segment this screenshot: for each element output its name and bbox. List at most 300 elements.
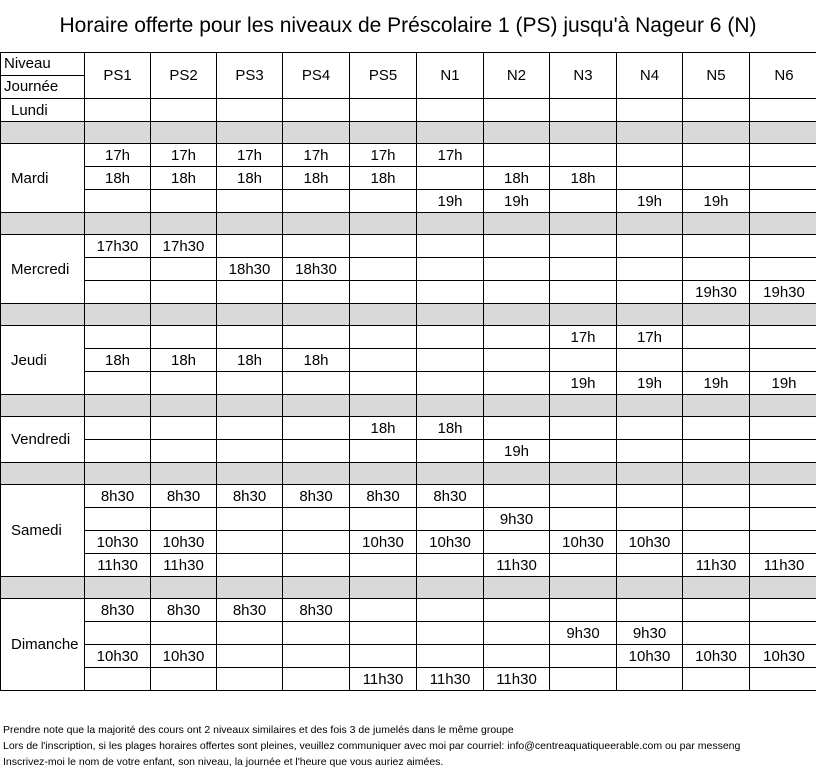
separator-cell: [85, 213, 151, 235]
table-row: [1, 417, 816, 440]
time-cell: [350, 349, 417, 372]
day-label: Lundi: [1, 99, 85, 122]
time-cell: 8h30: [151, 485, 217, 508]
time-cell: [683, 508, 750, 531]
table-row: [1, 235, 816, 258]
level-header: N6: [750, 53, 816, 99]
time-cell: [283, 281, 350, 304]
time-cell: [217, 554, 283, 577]
time-cell: [151, 622, 217, 645]
time-cell: [283, 645, 350, 668]
separator-cell: [683, 122, 750, 144]
time-cell: [617, 99, 683, 122]
time-cell: [750, 622, 816, 645]
separator-cell: [283, 463, 350, 485]
note-line: Prendre note que la majorité des cours ont 2 niveaux similaires et des fois 3 de jumelés dans le même groupe: [3, 724, 514, 736]
time-cell: 18h: [217, 167, 283, 190]
table-row: [1, 599, 816, 622]
time-cell: [484, 99, 550, 122]
separator-cell: [350, 395, 417, 417]
time-cell: 10h30: [617, 645, 683, 668]
table-row: [1, 440, 816, 463]
time-cell: 17h: [217, 144, 283, 167]
table-row: [1, 258, 816, 281]
separator-row: [1, 213, 816, 235]
time-cell: [683, 144, 750, 167]
schedule-table: [0, 52, 816, 691]
time-cell: [750, 599, 816, 622]
level-header: N1: [417, 53, 484, 99]
time-cell: [617, 485, 683, 508]
separator-cell: [617, 213, 683, 235]
separator-cell: [151, 213, 217, 235]
time-cell: 10h30: [151, 645, 217, 668]
time-cell: [217, 99, 283, 122]
separator-cell: [85, 304, 151, 326]
time-cell: [85, 190, 151, 213]
separator-cell: [350, 463, 417, 485]
separator-cell: [217, 463, 283, 485]
time-cell: [217, 622, 283, 645]
time-cell: [750, 326, 816, 349]
time-cell: [151, 99, 217, 122]
time-cell: [217, 440, 283, 463]
time-cell: [617, 144, 683, 167]
time-cell: [683, 349, 750, 372]
separator-cell: [1, 213, 85, 235]
time-cell: [484, 372, 550, 395]
time-cell: [417, 508, 484, 531]
corner-cell: [1, 53, 85, 99]
time-cell: [617, 281, 683, 304]
separator-cell: [683, 395, 750, 417]
time-cell: 17h: [283, 144, 350, 167]
time-cell: [217, 668, 283, 691]
table-row: [1, 645, 816, 668]
time-cell: 8h30: [85, 485, 151, 508]
time-cell: [550, 235, 617, 258]
time-cell: [151, 326, 217, 349]
time-cell: [283, 440, 350, 463]
time-cell: [217, 417, 283, 440]
time-cell: [550, 99, 617, 122]
time-cell: 18h: [283, 167, 350, 190]
time-cell: [350, 622, 417, 645]
separator-cell: [683, 213, 750, 235]
time-cell: 17h: [617, 326, 683, 349]
separator-cell: [1, 463, 85, 485]
time-cell: [550, 440, 617, 463]
time-cell: 18h: [151, 167, 217, 190]
time-cell: [750, 167, 816, 190]
separator-cell: [1, 577, 85, 599]
separator-cell: [484, 577, 550, 599]
time-cell: 8h30: [85, 599, 151, 622]
table-row: [1, 281, 816, 304]
time-cell: [417, 599, 484, 622]
day-label: Jeudi: [1, 326, 85, 395]
time-cell: [550, 349, 617, 372]
time-cell: [217, 281, 283, 304]
level-header: PS2: [151, 53, 217, 99]
level-header: N5: [683, 53, 750, 99]
time-cell: 10h30: [750, 645, 816, 668]
time-cell: [283, 326, 350, 349]
level-header: PS4: [283, 53, 350, 99]
separator-cell: [283, 395, 350, 417]
separator-cell: [550, 304, 617, 326]
separator-row: [1, 122, 816, 144]
time-cell: 8h30: [151, 599, 217, 622]
table-row: [1, 508, 816, 531]
separator-cell: [550, 213, 617, 235]
day-label: Mardi: [1, 144, 85, 213]
time-cell: [550, 599, 617, 622]
time-cell: [550, 668, 617, 691]
time-cell: [85, 281, 151, 304]
separator-cell: [151, 463, 217, 485]
time-cell: [550, 281, 617, 304]
time-cell: [750, 417, 816, 440]
time-cell: [550, 144, 617, 167]
time-cell: [550, 554, 617, 577]
time-cell: [217, 645, 283, 668]
separator-cell: [417, 577, 484, 599]
separator-cell: [550, 577, 617, 599]
time-cell: [484, 599, 550, 622]
time-cell: [750, 349, 816, 372]
time-cell: [350, 281, 417, 304]
time-cell: [85, 258, 151, 281]
time-cell: [550, 645, 617, 668]
separator-cell: [1, 395, 85, 417]
separator-cell: [750, 395, 816, 417]
time-cell: 19h: [683, 372, 750, 395]
day-label: Vendredi: [1, 417, 85, 463]
time-cell: [350, 554, 417, 577]
time-cell: [350, 645, 417, 668]
separator-cell: [617, 577, 683, 599]
time-cell: 18h: [217, 349, 283, 372]
time-cell: [151, 668, 217, 691]
separator-row: [1, 304, 816, 326]
time-cell: [484, 144, 550, 167]
time-cell: 10h30: [85, 531, 151, 554]
separator-cell: [750, 463, 816, 485]
time-cell: [85, 440, 151, 463]
time-cell: [151, 281, 217, 304]
time-cell: [683, 599, 750, 622]
time-cell: [283, 668, 350, 691]
time-cell: 18h: [350, 167, 417, 190]
page-title: Horaire offerte pour les niveaux de Préscolaire 1 (PS) jusqu'à Nageur 6 (N): [59, 14, 757, 37]
time-cell: [283, 372, 350, 395]
time-cell: [417, 167, 484, 190]
time-cell: [683, 531, 750, 554]
time-cell: [683, 622, 750, 645]
time-cell: 8h30: [283, 599, 350, 622]
separator-cell: [85, 395, 151, 417]
time-cell: 11h30: [484, 554, 550, 577]
time-cell: [350, 599, 417, 622]
table-row: [1, 326, 816, 349]
time-cell: 18h: [151, 349, 217, 372]
time-cell: [283, 531, 350, 554]
separator-cell: [217, 577, 283, 599]
separator-cell: [617, 463, 683, 485]
separator-cell: [283, 304, 350, 326]
time-cell: 10h30: [550, 531, 617, 554]
time-cell: 8h30: [217, 485, 283, 508]
time-cell: 19h30: [750, 281, 816, 304]
time-cell: 18h30: [283, 258, 350, 281]
time-cell: [283, 554, 350, 577]
day-axis-label: Journée: [4, 78, 59, 95]
time-cell: 17h30: [151, 235, 217, 258]
time-cell: [617, 417, 683, 440]
time-cell: 11h30: [750, 554, 816, 577]
time-cell: [417, 99, 484, 122]
time-cell: [550, 417, 617, 440]
time-cell: [550, 190, 617, 213]
separator-cell: [1, 122, 85, 144]
time-cell: [417, 645, 484, 668]
time-cell: [417, 235, 484, 258]
time-cell: [617, 167, 683, 190]
time-cell: [484, 417, 550, 440]
time-cell: 19h: [683, 190, 750, 213]
time-cell: [683, 668, 750, 691]
separator-cell: [484, 213, 550, 235]
time-cell: [484, 485, 550, 508]
time-cell: [85, 508, 151, 531]
level-axis-label: Niveau: [1, 53, 84, 76]
separator-cell: [350, 577, 417, 599]
table-row: [1, 531, 816, 554]
time-cell: [350, 326, 417, 349]
time-cell: [750, 190, 816, 213]
separator-cell: [283, 577, 350, 599]
separator-cell: [750, 304, 816, 326]
time-cell: 18h: [85, 167, 151, 190]
time-cell: [217, 235, 283, 258]
separator-cell: [750, 213, 816, 235]
schedule-body: [1, 53, 816, 691]
time-cell: [283, 508, 350, 531]
time-cell: [550, 485, 617, 508]
time-cell: 18h: [484, 167, 550, 190]
time-cell: [283, 235, 350, 258]
time-cell: [417, 349, 484, 372]
time-cell: 19h: [617, 372, 683, 395]
time-cell: 18h30: [217, 258, 283, 281]
time-cell: [750, 258, 816, 281]
separator-cell: [617, 304, 683, 326]
separator-cell: [217, 122, 283, 144]
time-cell: 17h: [151, 144, 217, 167]
time-cell: [750, 485, 816, 508]
time-cell: [484, 349, 550, 372]
time-cell: [484, 281, 550, 304]
time-cell: [617, 349, 683, 372]
day-label: Mercredi: [1, 235, 85, 304]
table-row: [1, 167, 816, 190]
time-cell: 19h: [617, 190, 683, 213]
time-cell: [683, 417, 750, 440]
time-cell: 19h: [484, 440, 550, 463]
time-cell: [750, 668, 816, 691]
time-cell: 17h30: [85, 235, 151, 258]
time-cell: 11h30: [417, 668, 484, 691]
time-cell: [750, 235, 816, 258]
separator-cell: [550, 463, 617, 485]
time-cell: [484, 531, 550, 554]
time-cell: 9h30: [484, 508, 550, 531]
table-row: [1, 622, 816, 645]
time-cell: [484, 622, 550, 645]
time-cell: [617, 599, 683, 622]
table-row: [1, 554, 816, 577]
time-cell: [750, 440, 816, 463]
time-cell: 8h30: [217, 599, 283, 622]
level-header: PS1: [85, 53, 151, 99]
separator-cell: [283, 122, 350, 144]
time-cell: [750, 531, 816, 554]
time-cell: [85, 417, 151, 440]
note-line: Inscrivez-moi le nom de votre enfant, son niveau, la journée et l'heure que vous auriez aimées.: [3, 756, 444, 768]
time-cell: [417, 372, 484, 395]
table-row: [1, 485, 816, 508]
time-cell: [283, 190, 350, 213]
time-cell: [617, 508, 683, 531]
separator-cell: [350, 304, 417, 326]
separator-cell: [283, 213, 350, 235]
time-cell: [283, 417, 350, 440]
time-cell: [750, 99, 816, 122]
separator-cell: [1, 304, 85, 326]
time-cell: 18h: [283, 349, 350, 372]
time-cell: 18h: [417, 417, 484, 440]
day-label: Samedi: [1, 485, 85, 577]
time-cell: 10h30: [617, 531, 683, 554]
separator-cell: [484, 463, 550, 485]
time-cell: [417, 622, 484, 645]
time-cell: [617, 258, 683, 281]
separator-cell: [417, 213, 484, 235]
separator-cell: [217, 304, 283, 326]
level-header: N4: [617, 53, 683, 99]
time-cell: 11h30: [683, 554, 750, 577]
separator-cell: [350, 122, 417, 144]
time-cell: [683, 258, 750, 281]
separator-cell: [85, 463, 151, 485]
level-header: PS5: [350, 53, 417, 99]
separator-cell: [683, 463, 750, 485]
time-cell: 10h30: [151, 531, 217, 554]
separator-cell: [85, 122, 151, 144]
time-cell: [85, 99, 151, 122]
time-cell: [683, 167, 750, 190]
separator-row: [1, 463, 816, 485]
time-cell: [617, 554, 683, 577]
time-cell: [85, 622, 151, 645]
time-cell: [617, 668, 683, 691]
time-cell: 11h30: [85, 554, 151, 577]
time-cell: [683, 485, 750, 508]
time-cell: [85, 668, 151, 691]
separator-cell: [151, 395, 217, 417]
level-header: N2: [484, 53, 550, 99]
table-row: [1, 99, 816, 122]
time-cell: 11h30: [151, 554, 217, 577]
separator-cell: [750, 577, 816, 599]
separator-row: [1, 395, 816, 417]
time-cell: [683, 235, 750, 258]
time-cell: [417, 440, 484, 463]
time-cell: [151, 190, 217, 213]
time-cell: [484, 235, 550, 258]
table-row: [1, 190, 816, 213]
level-header: PS3: [217, 53, 283, 99]
time-cell: [217, 508, 283, 531]
time-cell: 17h: [85, 144, 151, 167]
time-cell: 10h30: [350, 531, 417, 554]
time-cell: [217, 326, 283, 349]
time-cell: [283, 622, 350, 645]
time-cell: [350, 372, 417, 395]
time-cell: [617, 440, 683, 463]
time-cell: [151, 508, 217, 531]
time-cell: 19h: [750, 372, 816, 395]
separator-cell: [750, 122, 816, 144]
time-cell: [750, 144, 816, 167]
time-cell: [85, 372, 151, 395]
notes: [0, 722, 816, 770]
time-cell: [350, 440, 417, 463]
table-row: [1, 144, 816, 167]
time-cell: [151, 372, 217, 395]
time-cell: [151, 440, 217, 463]
time-cell: 18h: [85, 349, 151, 372]
time-cell: [683, 326, 750, 349]
time-cell: 9h30: [550, 622, 617, 645]
time-cell: [151, 258, 217, 281]
time-cell: [550, 258, 617, 281]
time-cell: 11h30: [350, 668, 417, 691]
time-cell: 8h30: [417, 485, 484, 508]
separator-cell: [617, 395, 683, 417]
time-cell: [350, 508, 417, 531]
time-cell: [750, 508, 816, 531]
table-row: [1, 668, 816, 691]
time-cell: [484, 326, 550, 349]
time-cell: [683, 440, 750, 463]
separator-cell: [484, 395, 550, 417]
separator-cell: [617, 122, 683, 144]
time-cell: 10h30: [85, 645, 151, 668]
header-row: [1, 53, 816, 99]
separator-cell: [550, 395, 617, 417]
time-cell: [350, 190, 417, 213]
time-cell: [683, 99, 750, 122]
separator-cell: [683, 304, 750, 326]
separator-row: [1, 577, 816, 599]
note-line: Lors de l'inscription, si les plages horaires offertes sont pleines, veuillez communiquer avec moi par courriel: info@centreaquatiqueerable.com ou par messeng: [3, 740, 741, 752]
time-cell: [417, 326, 484, 349]
separator-cell: [550, 122, 617, 144]
time-cell: [417, 258, 484, 281]
time-cell: 10h30: [683, 645, 750, 668]
